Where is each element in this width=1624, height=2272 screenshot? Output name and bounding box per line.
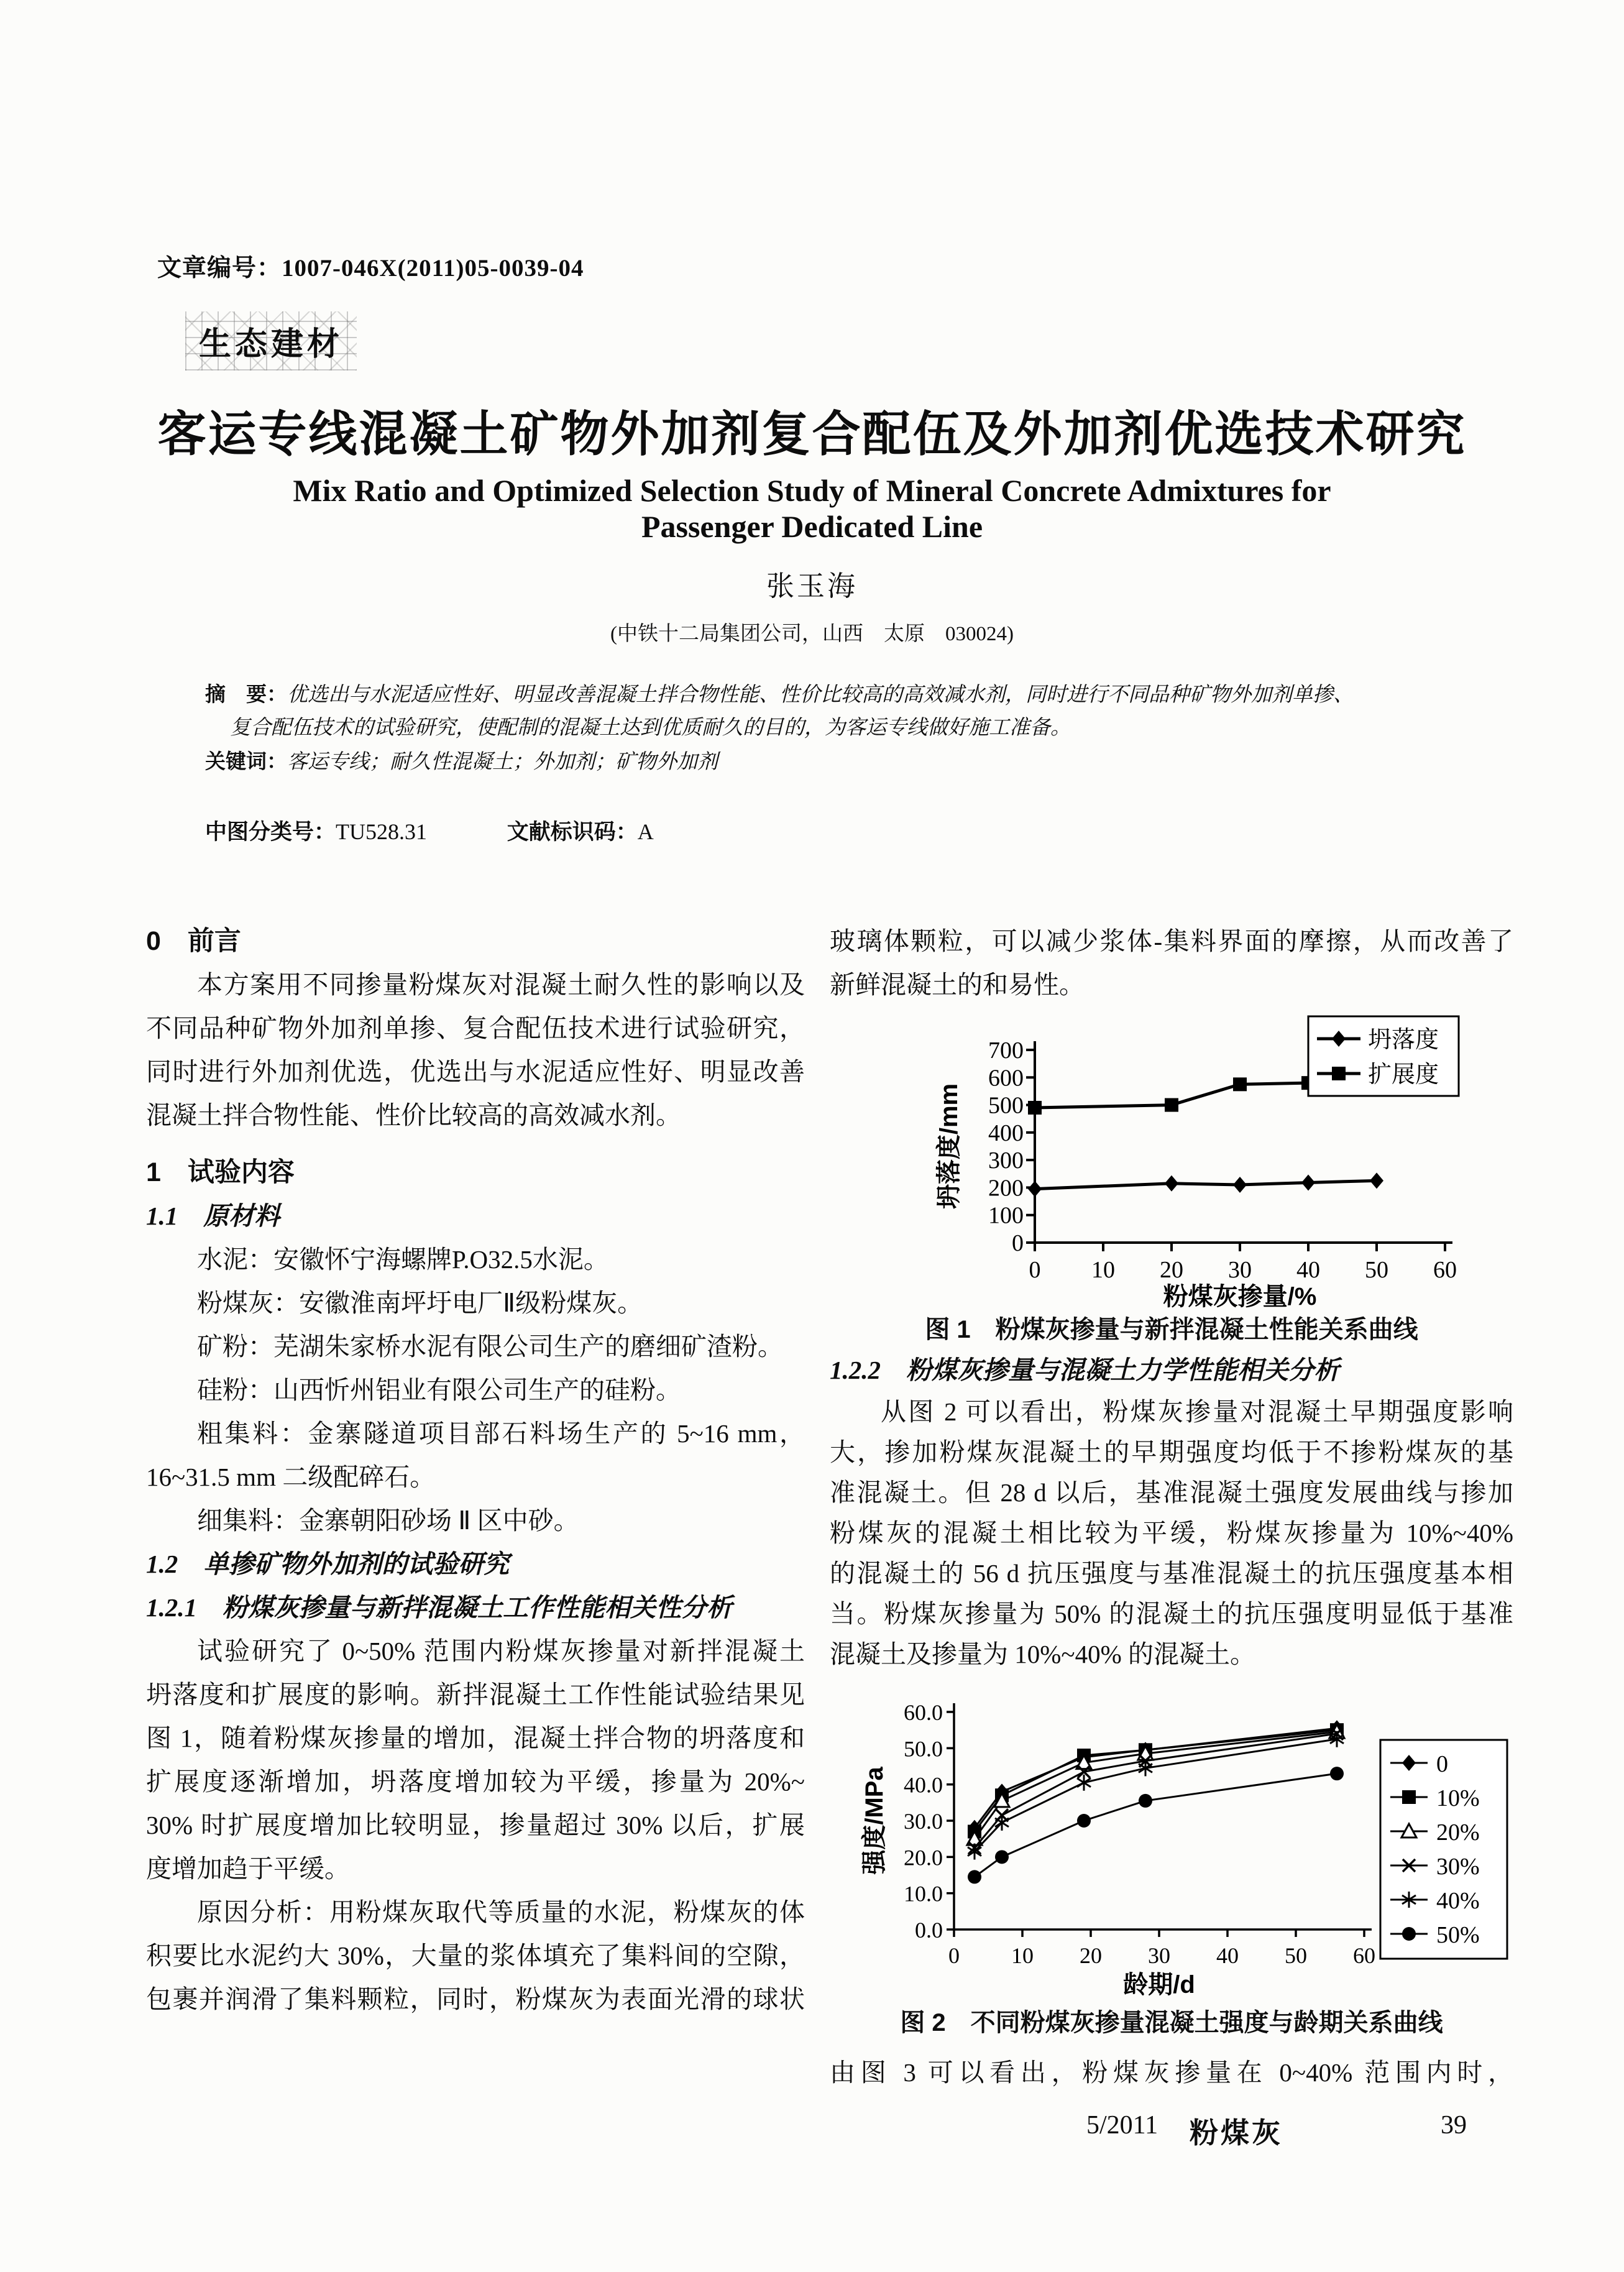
svg-text:20%: 20% [1436, 1819, 1480, 1846]
figure1-line-chart [830, 1013, 1513, 1311]
text-line: 当。粉煤灰掺量为 50% 的混凝土的抗压强度明显低于基准 [830, 1599, 1513, 1628]
text-line: 试验研究了 0~50% 范围内粉煤灰掺量对新拌混凝土 [197, 1637, 805, 1665]
svg-text:40: 40 [1216, 1943, 1239, 1968]
page-footer [827, 2110, 1510, 2160]
svg-text:20: 20 [1160, 1257, 1183, 1283]
abstract-line [205, 678, 1438, 712]
svg-text:60: 60 [1433, 1257, 1457, 1283]
svg-text:粉煤灰掺量/%: 粉煤灰掺量/% [1163, 1283, 1317, 1310]
text-line: 准混凝土。但 28 d 以后，基准混凝土强度发展曲线与掺加 [830, 1478, 1513, 1507]
intro-paragraph [146, 963, 805, 1137]
svg-text:500: 500 [988, 1092, 1024, 1119]
text-line: 玻璃体颗粒，可以减少浆体-集料界面的摩擦，从而改善了 [830, 927, 1513, 955]
svg-text:600: 600 [988, 1065, 1024, 1092]
materials-paragraph [146, 1238, 805, 1542]
author-name: 张玉海 [766, 571, 858, 602]
svg-text:50.0: 50.0 [904, 1736, 943, 1762]
footer-journal-name: 粉煤灰 [1190, 2117, 1283, 2149]
text-line: 的混凝土的 56 d 抗压强度与基准混凝土的抗压强度基本相 [830, 1559, 1513, 1588]
text-line: 同时进行外加剂优选，优选出与水泥适应性好、明显改善 [146, 1057, 805, 1086]
svg-text:30.0: 30.0 [904, 1809, 943, 1834]
svg-text:100: 100 [988, 1202, 1024, 1229]
text-line: 30% 时扩展度增加比较明显，掺量超过 30% 以后，扩展 [146, 1811, 805, 1839]
text-line: 图 1，随着粉煤灰掺量的增加，混凝土拌合物的坍落度和 [146, 1724, 805, 1752]
doc-code: A [637, 819, 654, 844]
svg-text:50%: 50% [1436, 1922, 1480, 1948]
text-line: 本方案用不同掺量粉煤灰对混凝土耐久性的影响以及 [197, 970, 805, 999]
footer-issue: 5/2011 [1086, 2111, 1158, 2140]
workability-paragraph [146, 1629, 805, 1890]
svg-text:10.0: 10.0 [904, 1881, 943, 1906]
text-line: 由图 3 可以看出，粉煤灰掺量在 0~40% 范围内时， [830, 2058, 1513, 2087]
svg-text:龄期/d: 龄期/d [1123, 1971, 1195, 1998]
title-english [0, 472, 1624, 545]
text-line: 积要比水泥约大 30%，大量的浆体填充了集料间的空隙， [146, 1941, 805, 1970]
keywords-text: 客运专线；耐久性混凝土；外加剂；矿物外加剂 [287, 751, 718, 773]
svg-text:0: 0 [1436, 1751, 1448, 1777]
abstract-block [205, 678, 1438, 779]
abstract-text-line2: 复合配伍技术的试验研究，使配制的混凝土达到优质耐久的目的，为客运专线做好施工准备。 [230, 717, 1071, 739]
keywords-line [205, 745, 1438, 779]
svg-text:30%: 30% [1436, 1854, 1480, 1880]
clc-label: 中图分类号： [205, 820, 336, 844]
left-column [146, 919, 805, 2094]
two-column-body [0, 919, 1624, 2094]
svg-text:0: 0 [948, 1943, 960, 1968]
svg-text:300: 300 [988, 1147, 1024, 1174]
page-title: 客运专线混凝土矿物外加剂复合配伍及外加剂优选技术研究 [157, 407, 1467, 461]
section-heading-1-2-2: 1.2.2 粉煤灰掺量与混凝土力学性能相关分析 [830, 1356, 1339, 1384]
svg-text:50: 50 [1365, 1257, 1388, 1283]
reason-analysis-paragraph [146, 1890, 805, 2021]
text-line: 混凝土拌合物性能、性价比较高的高效减水剂。 [146, 1101, 681, 1129]
svg-text:0: 0 [1029, 1257, 1041, 1283]
svg-text:坍落度: 坍落度 [1368, 1027, 1439, 1053]
text-line: 大，掺加粉煤灰混凝土的早期强度均低于不掺粉煤灰的基 [830, 1438, 1513, 1466]
section-heading-1: 1 试验内容 [146, 1157, 295, 1187]
section-heading-1-2: 1.2 单掺矿物外加剂的试验研究 [146, 1550, 510, 1578]
text-line: 混凝土及掺量为 10%~40% 的混凝土。 [830, 1640, 1255, 1668]
text-line: 16~31.5 mm 二级配碎石。 [146, 1463, 436, 1491]
svg-text:50: 50 [1285, 1943, 1307, 1968]
article-number: 文章编号：1007-046X(2011)05-0039-04 [157, 255, 584, 282]
text-line: 细集料：金寨朝阳砂场 Ⅱ 区中砂。 [197, 1506, 579, 1535]
svg-text:30: 30 [1148, 1943, 1170, 1968]
section-heading-0: 0 前言 [146, 926, 241, 956]
text-line: 从图 2 可以看出，粉煤灰掺量对混凝土早期强度影响 [881, 1397, 1513, 1426]
svg-text:10: 10 [1091, 1257, 1115, 1283]
abstract-text-line1: 优选出与水泥适应性好、明显改善混凝土拌合物性能、性价比较高的高效减水剂，同时进行不同品种矿物外加剂单掺、 [287, 684, 1354, 706]
keywords-label: 关键词： [205, 750, 287, 773]
author-affiliation: (中铁十二局集团公司，山西 太原 030024) [610, 623, 1014, 645]
svg-text:60.0: 60.0 [904, 1700, 943, 1725]
svg-text:坍落度/mm: 坍落度/mm [935, 1083, 963, 1210]
section-heading-1-1: 1.1 原材料 [146, 1202, 280, 1230]
closing-paragraph [830, 2051, 1513, 2094]
svg-text:强度/MPa: 强度/MPa [861, 1767, 888, 1875]
figure2-line-chart [830, 1681, 1513, 2004]
text-line: 不同品种矿物外加剂单掺、复合配伍技术进行试验研究， [146, 1014, 805, 1042]
svg-text:40: 40 [1296, 1257, 1320, 1283]
text-line: 硅粉：山西忻州铝业有限公司生产的硅粉。 [197, 1376, 681, 1404]
text-line: 粗集料：金寨隧道项目部石料场生产的 5~16 mm， [197, 1419, 805, 1448]
svg-text:400: 400 [988, 1120, 1024, 1146]
title-english-line2: Passenger Dedicated Line [641, 509, 983, 544]
svg-text:60: 60 [1353, 1943, 1375, 1968]
text-line: 度增加趋于平缓。 [146, 1854, 350, 1883]
text-line: 坍落度和扩展度的影响。新拌混凝土工作性能试验结果见 [146, 1680, 805, 1709]
text-line: 扩展度逐渐增加，坍落度增加较为平缓，掺量为 20%~ [146, 1767, 805, 1796]
svg-text:0.0: 0.0 [915, 1918, 943, 1943]
text-line: 包裹并润滑了集料颗粒，同时，粉煤灰为表面光滑的球状 [146, 1985, 805, 2013]
continued-paragraph [830, 919, 1513, 1006]
svg-text:10%: 10% [1436, 1785, 1480, 1811]
title-english-line1: Mix Ratio and Optimized Selection Study of Mineral Concrete Admixtures for [293, 473, 1331, 508]
doc-code-label: 文献标识码： [507, 820, 638, 844]
strength-paragraph [830, 1392, 1513, 1675]
svg-text:40%: 40% [1436, 1888, 1480, 1914]
svg-text:20.0: 20.0 [904, 1845, 943, 1870]
text-line: 原因分析：用粉煤灰取代等质量的水泥，粉煤灰的体 [197, 1898, 805, 1926]
svg-text:700: 700 [988, 1037, 1024, 1064]
svg-text:200: 200 [988, 1175, 1024, 1202]
svg-text:30: 30 [1228, 1257, 1252, 1283]
figure2-caption: 图 2 不同粉煤灰掺量混凝土强度与龄期关系曲线 [900, 2009, 1443, 2036]
text-line: 粉煤灰：安徽淮南坪圩电厂Ⅱ级粉煤灰。 [197, 1289, 643, 1317]
text-line: 新鲜混凝土的和易性。 [830, 970, 1085, 999]
footer-page-number: 39 [1441, 2111, 1467, 2140]
svg-text:扩展度: 扩展度 [1368, 1062, 1439, 1088]
text-line: 水泥：安徽怀宁海螺牌P.O32.5水泥。 [197, 1245, 609, 1274]
text-line: 粉煤灰的混凝土相比较为平缓，粉煤灰掺量为 10%~40% [830, 1519, 1513, 1547]
svg-text:10: 10 [1011, 1943, 1034, 1968]
svg-text:20: 20 [1080, 1943, 1102, 1968]
clc-number: TU528.31 [336, 819, 428, 844]
abstract-label: 摘 要： [205, 683, 287, 706]
figure1-caption: 图 1 粉煤灰掺量与新拌混凝土性能关系曲线 [925, 1316, 1418, 1343]
classification-line [205, 815, 1624, 846]
text-line: 矿粉：芜湖朱家桥水泥有限公司生产的磨细矿渣粉。 [197, 1332, 783, 1361]
svg-text:0: 0 [1012, 1230, 1024, 1256]
category-label: 生态建材 [185, 311, 357, 370]
section-heading-1-2-1: 1.2.1 粉煤灰掺量与新拌混凝土工作性能相关性分析 [146, 1593, 732, 1622]
svg-text:40.0: 40.0 [904, 1772, 943, 1798]
right-column [830, 919, 1513, 2094]
